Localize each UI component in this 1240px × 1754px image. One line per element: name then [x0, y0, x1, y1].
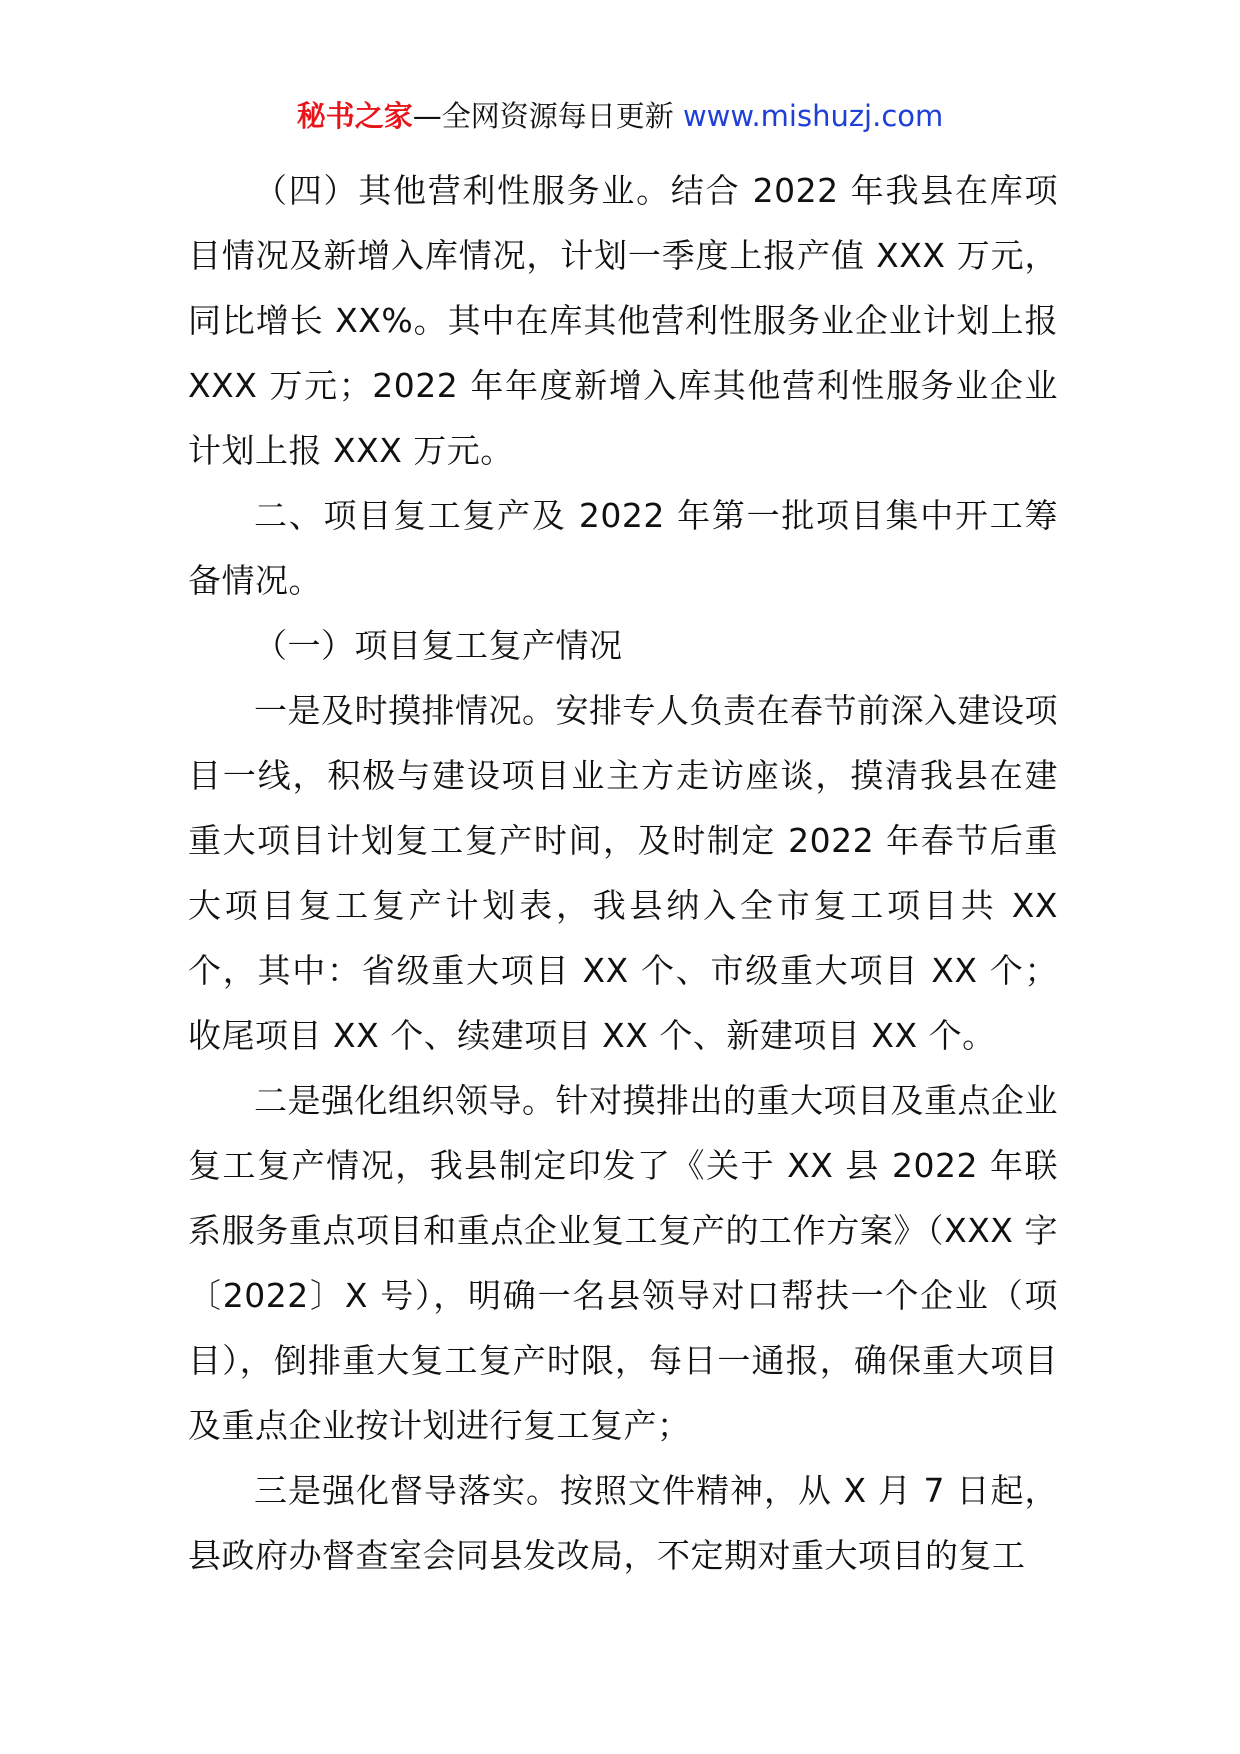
brand-name: 秘书之家 [296, 99, 413, 133]
paragraph-timely-survey: 一是及时摸排情况。安排专人负责在春节前深入建设项目一线，积极与建设项目业主方走访座谈，摸清我县在建重大项目计划复工复产时间，及时制定 2022 年春节后重大项目复工复产计划表，我县纳入全市复工项目共 XX 个，其中：省级重大项目 XX 个、市级重大项目 XX 个；收尾项目 XX 个、续建项目 XX 个、新建项目 XX 个。 [188, 691, 1058, 1055]
site-url-link[interactable]: www.mishuzj.com [682, 99, 944, 133]
paragraph-other-services: （四）其他营利性服务业。结合 2022 年我县在库项目情况及新增入库情况，计划一季度上报产值 XXX 万元，同比增长 XX%。其中在库其他营利性服务业企业计划上报 XXX 万元；2022 年年度新增入库其他营利性服务业企业计划上报 XXX 万元。 [188, 171, 1058, 470]
paragraph-strengthen-supervision: 三是强化督导落实。按照文件精神，从 X 月 7 日起，县政府办督查室会同县发改局，不定期对重大项目的复工 [188, 1471, 1058, 1575]
document-body [188, 158, 1058, 1588]
header-tagline: —全网资源每日更新 [412, 99, 674, 133]
section-heading-resumption: 二、项目复工复产及 2022 年第一批项目集中开工筹备情况。 [188, 496, 1058, 600]
page-header [0, 98, 1240, 134]
paragraph-strengthen-leadership: 二是强化组织领导。针对摸排出的重大项目及重点企业复工复产情况，我县制定印发了《关于 XX 县 2022 年联系服务重点项目和重点企业复工复产的工作方案》（XXX 字〔2022〕X 号），明确一名县领导对口帮扶一个企业（项目），倒排重大复工复产时限，每日一通报，确保重大项目及重点企业按计划进行复工复产； [188, 1081, 1058, 1445]
subsection-heading-resumption-status: （一）项目复工复产情况 [254, 626, 623, 665]
